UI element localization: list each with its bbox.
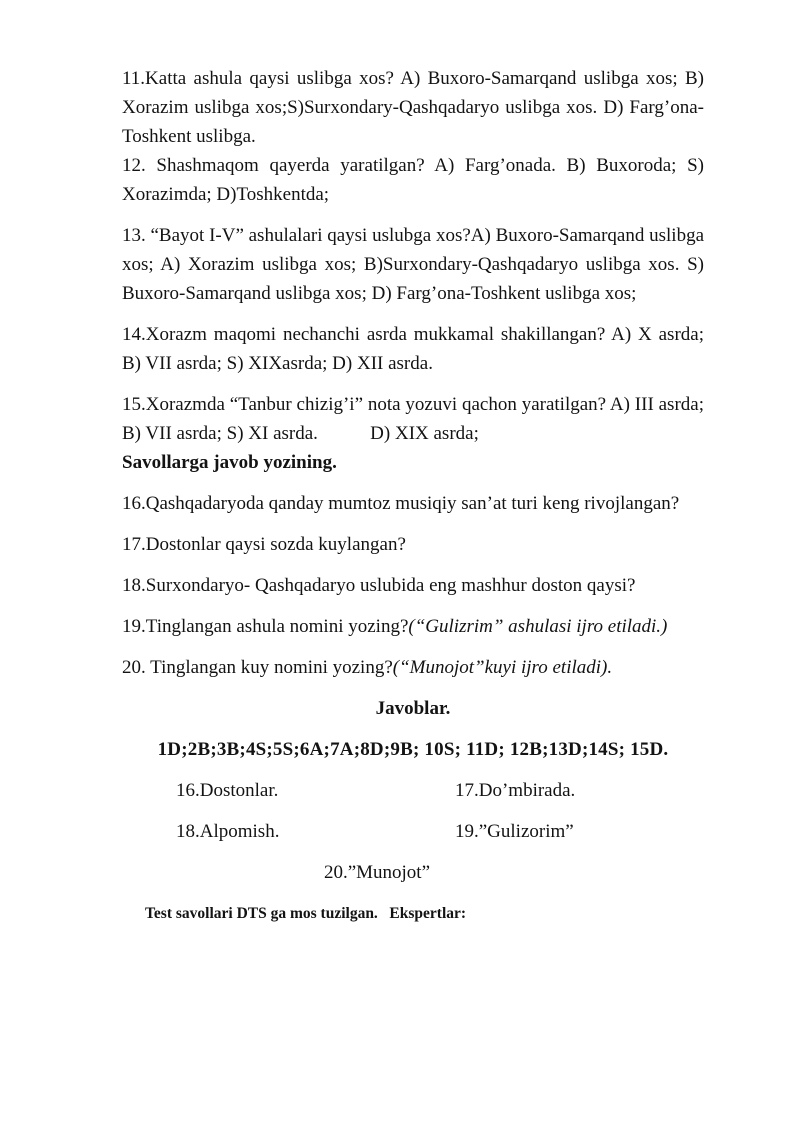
- question-19: [122, 612, 704, 641]
- question-17: 17.Dostonlar qaysi sozda kuylangan?: [122, 534, 406, 555]
- answers-heading: Javoblar.: [375, 698, 451, 719]
- question-18: 18.Surxondaryo- Qashqadaryo uslubida eng mashhur doston qaysi?: [122, 575, 636, 596]
- question-19-text: 19.Tinglangan ashula nomini yozing?: [122, 616, 409, 637]
- answer-18: 18.Alpomish.: [176, 821, 280, 842]
- question-11: 11.Katta ashula qaysi uslibga xos? A) Buxoro-Samarqand uslibga xos; B) Xorazim uslibga xos;S)Surxondary-Qashqadaryo uslibga xos. D) Farg’ona-Toshkent uslibga.: [122, 68, 704, 147]
- answers-row-1: [122, 776, 704, 805]
- answer-20: 20.”Munojot”: [323, 862, 431, 883]
- question-16: 16.Qashqadaryoda qanday mumtoz musiqiy san’at turi keng rivojlangan?: [122, 493, 680, 514]
- question-19-note: (“Gulizrim” ashulasi ijro etiladi.): [408, 616, 668, 637]
- instruction-line: Savollarga javob yozining.: [122, 452, 337, 473]
- answer-19: 19.”Gulizorim”: [455, 821, 574, 842]
- question-15-text: 15.Xorazmda “Tanbur chizig’i” nota yozuvi qachon yaratilgan? A) III asrda; B) VII asrda; S) XI asrda. D) XIX asrda;: [122, 394, 704, 444]
- footer-note: Test savollari DTS ga mos tuzilgan. Ekspertlar:: [145, 905, 467, 922]
- answer-17: 17.Do’mbirada.: [455, 780, 576, 801]
- question-12: 12. Shashmaqom qayerda yaratilgan? A) Farg’onada. B) Buxoroda; S) Xorazimda; D)Toshkentda;: [122, 155, 704, 205]
- question-15: [122, 390, 704, 448]
- question-20-note: (“Munojot”kuyi ijro etiladi).: [392, 657, 613, 678]
- answer-16: 16.Dostonlar.: [176, 780, 279, 801]
- question-13: 13. “Bayot I-V” ashulalari qaysi uslubga xos?A) Buxoro-Samarqand uslibga xos; A) Xorazim uslibga xos; B)Surxondary-Qashqadaryo uslibga xos. S) Buxoro-Samarqand uslibga xos; D) Farg’ona-Toshkent uslibga xos;: [122, 225, 705, 304]
- question-14: 14.Xorazm maqomi nechanchi asrda mukkamal shakillangan? A) X asrda; B) VII asrda; S) XIXasrda; D) XII asrda.: [122, 324, 704, 374]
- answers-key-line: 1D;2B;3B;4S;5S;6A;7A;8D;9B; 10S; 11D; 12B;13D;14S; 15D.: [157, 739, 669, 760]
- question-20-text: 20. Tinglangan kuy nomini yozing?: [122, 657, 393, 678]
- question-20: [122, 653, 704, 682]
- answers-row-2: [122, 817, 704, 846]
